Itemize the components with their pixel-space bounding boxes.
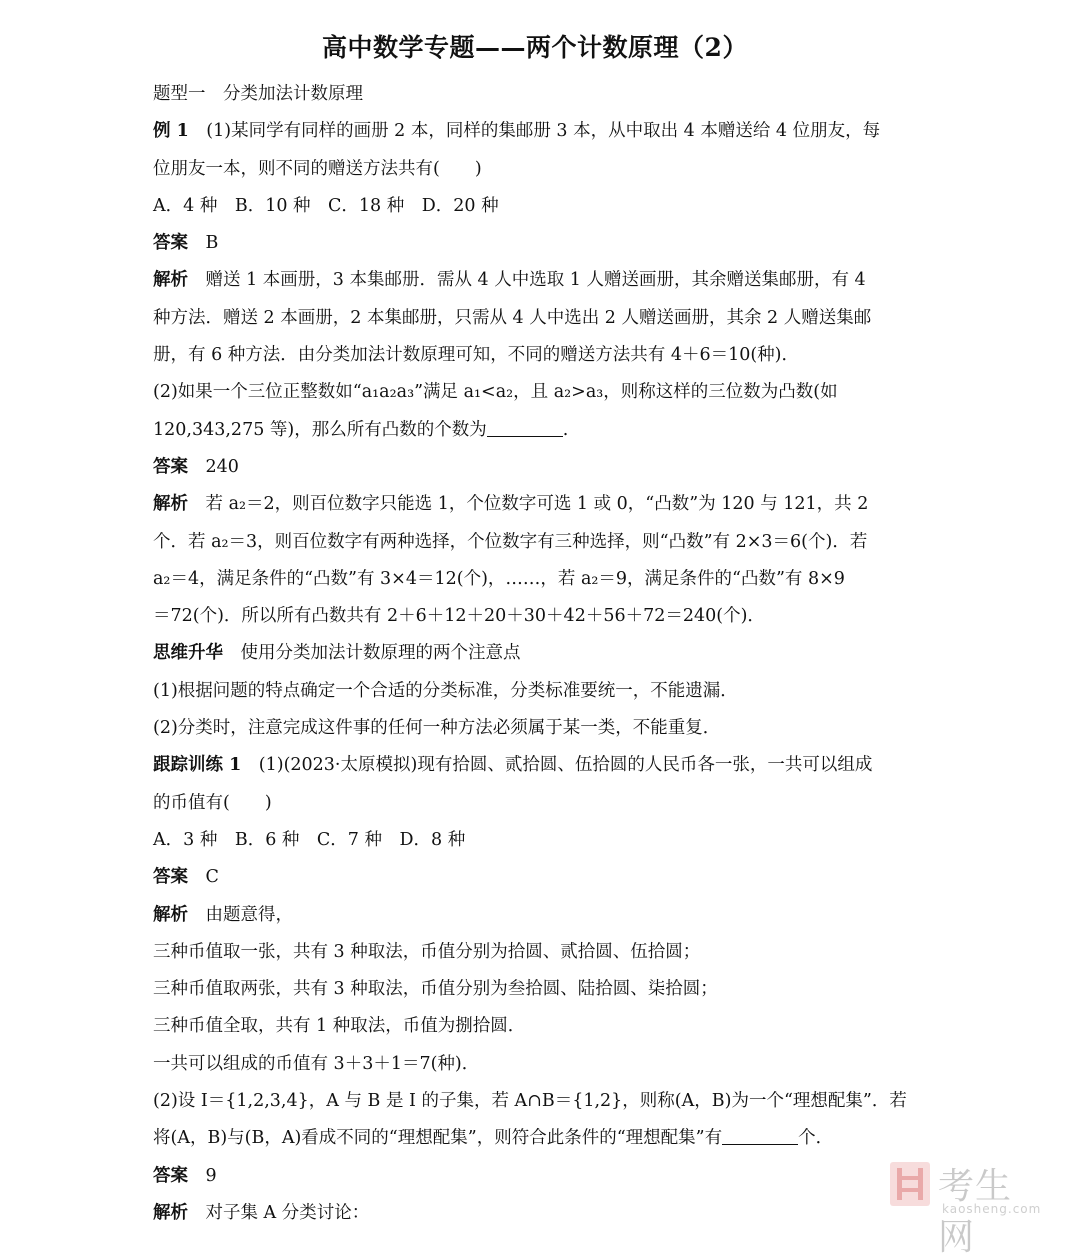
- text-line: [153, 1050, 915, 1087]
- text-line: [153, 975, 915, 1012]
- text-line: [153, 453, 915, 490]
- body-text: a₂＝4，满足条件的“凸数”有 3×4＝12(个)，……，若 a₂＝9，满足条件的“凸数”有 8×9: [153, 568, 845, 589]
- body-text: 一共可以组成的币值有 3＋3＋1＝7(种)．: [153, 1053, 480, 1074]
- body-text: 使用分类加法计数原理的两个注意点: [223, 643, 521, 664]
- body-text: 9: [188, 1165, 217, 1186]
- text-line: [153, 266, 915, 303]
- label-text: 解析: [153, 494, 188, 515]
- label-text: 解析: [153, 904, 188, 925]
- body-text: (2)如果一个三位正整数如“a₁a₂a₃”满足 a₁<a₂，且 a₂>a₃，则称这样的三位数为凸数(如: [153, 382, 838, 403]
- text-line: [153, 378, 915, 415]
- label-text: 跟踪训练 1: [153, 755, 242, 776]
- text-line: [153, 1124, 915, 1161]
- body-text: (1)(2023·太原模拟)现有拾圆、贰拾圆、伍拾圆的人民币各一张，一共可以组成: [241, 755, 873, 776]
- label-text: 解析: [153, 270, 188, 291]
- answer-blank: [722, 1126, 798, 1145]
- text-line: [153, 938, 915, 975]
- text-line: [153, 341, 915, 378]
- body-text: A．3 种 B．6 种 C．7 种 D．8 种: [153, 829, 466, 850]
- body-text: 由题意得，: [188, 904, 293, 925]
- text-line: [153, 304, 915, 341]
- watermark-text: 考生网: [938, 1166, 1013, 1258]
- watermark-sub: kaosheng.com: [942, 1202, 1042, 1216]
- body-text: 册，有 6 种方法．由分类加法计数原理可知，不同的赠送方法共有 4＋6＝10(种)．: [153, 345, 800, 366]
- text-line: [153, 677, 915, 714]
- text-line: [153, 155, 915, 192]
- body-text: (1)根据问题的特点确定一个合适的分类标准，分类标准要统一，不能遗漏．: [153, 680, 738, 701]
- label-text: 例 1: [153, 121, 189, 142]
- body-text: (2)分类时，注意完成这件事的任何一种方法必须属于某一类，不能重复．: [153, 718, 721, 739]
- document-body: [153, 80, 915, 1236]
- body-text: 个．若 a₂＝3，则百位数字有两种选择，个位数字有三种选择，则“凸数”有 2×3＝6(个)．若: [153, 531, 868, 552]
- text-line: [153, 565, 915, 602]
- body-text: 240: [188, 456, 239, 477]
- text-line: [153, 1012, 915, 1049]
- body-text: 三种币值取两张，共有 3 种取法，币值分别为叁拾圆、陆拾圆、柒拾圆；: [153, 979, 718, 1000]
- watermark: [888, 1158, 1048, 1258]
- text-line: [153, 416, 915, 453]
- body-text: .: [562, 419, 569, 440]
- text-line: [153, 80, 915, 117]
- body-text: (2)设 I＝{1,2,3,4}，A 与 B 是 I 的子集，若 A∩B＝{1,2}，则称(A，B)为一个“理想配集”．若: [153, 1091, 907, 1112]
- label-text: 解析: [153, 1202, 188, 1223]
- body-text: 题型一 分类加法计数原理: [153, 84, 363, 104]
- label-text: 思维升华: [153, 643, 223, 664]
- body-text: 位朋友一本，则不同的赠送方法共有( ): [153, 158, 482, 179]
- label-text: 答案: [153, 867, 188, 888]
- text-line: [153, 490, 915, 527]
- body-text: 个．: [798, 1128, 834, 1149]
- text-line: [153, 789, 915, 826]
- text-line: [153, 1087, 915, 1124]
- page-title: 高中数学专题——两个计数原理（2）: [322, 33, 748, 62]
- body-text: A．4 种 B．10 种 C．18 种 D．20 种: [153, 195, 499, 216]
- label-text: 答案: [153, 456, 188, 477]
- body-text: 的币值有( ): [153, 792, 272, 813]
- text-line: [153, 528, 915, 565]
- label-text: 答案: [153, 233, 188, 254]
- watermark-logo-icon: [888, 1160, 932, 1208]
- body-text: 将(A，B)与(B，A)看成不同的“理想配集”，则符合此条件的“理想配集”有: [153, 1128, 723, 1149]
- text-line: [153, 863, 915, 900]
- text-line: [153, 826, 915, 863]
- body-text: 赠送 1 本画册，3 本集邮册．需从 4 人中选取 1 人赠送画册，其余赠送集邮册，有 4: [188, 270, 866, 291]
- body-text: 三种币值取一张，共有 3 种取法，币值分别为拾圆、贰拾圆、伍拾圆；: [153, 941, 701, 962]
- body-text: C: [188, 867, 219, 888]
- body-text: 若 a₂＝2，则百位数字只能选 1，个位数字可选 1 或 0，“凸数”为 120 与 121，共 2: [188, 494, 869, 515]
- body-text: 对子集 A 分类讨论：: [188, 1202, 370, 1223]
- text-line: [153, 602, 915, 639]
- text-line: [153, 714, 915, 751]
- text-line: [153, 1199, 915, 1236]
- body-text: 三种币值全取，共有 1 种取法，币值为捌拾圆．: [153, 1016, 526, 1037]
- body-text: 120,343,275 等)，那么所有凸数的个数为: [153, 419, 487, 440]
- label-text: 答案: [153, 1165, 188, 1186]
- text-line: [153, 117, 915, 154]
- body-text: B: [188, 233, 219, 254]
- text-line: [153, 751, 915, 788]
- text-line: [153, 639, 915, 676]
- text-line: [153, 1162, 915, 1199]
- body-text: (1)某同学有同样的画册 2 本，同样的集邮册 3 本，从中取出 4 本赠送给 4 位朋友，每: [188, 121, 881, 142]
- body-text: ＝72(个)．所以所有凸数共有 2＋6＋12＋20＋30＋42＋56＋72＝240(个)．: [153, 606, 765, 627]
- text-line: [153, 192, 915, 229]
- body-text: 种方法．赠送 2 本画册，2 本集邮册，只需从 4 人中选出 2 人赠送画册，其余 2 人赠送集邮: [153, 307, 872, 328]
- answer-blank: [487, 418, 563, 437]
- text-line: [153, 901, 915, 938]
- text-line: [153, 229, 915, 266]
